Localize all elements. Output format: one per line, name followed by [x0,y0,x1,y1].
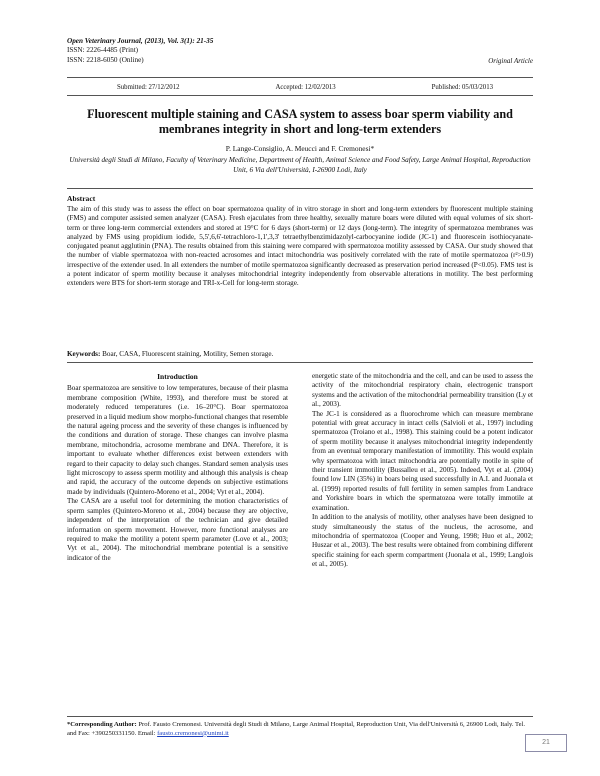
intro-paragraph-5: In addition to the analysis of motility, other analyses have been designed to study simultaneously the status of the nucleus, the acrosome, and mitochondria of spermatozoa (Cooper and Yeung, 1998; Huo et al., 2002; Huszar et al., 2003). The best results were obtained from combining different specific staining for each sperm compartment (Juonala et al., 1999; Langlois et al., 2005). [312,513,533,569]
page-number: 21 [525,734,567,752]
article-type: Original Article [488,57,533,65]
corresponding-author-text: Prof. Fausto Cremonesi. Università degli Studi di Milano, Large Animal Hospital, Reproduction Unit, Via dell'Università 6, 26900 Lodi, Italy. Tel. and Fax: +390250331150. Email: [67,721,526,737]
right-column [312,372,533,570]
issn-print: ISSN: 2226-4485 (Print) [67,46,139,55]
intro-paragraph-1: Boar spermatozoa are sensitive to low temperatures, because of their plasma membrane composition (White, 1993), and therefore must be stored at moderately reduced temperatures (i.e. 16–20°C). Boar spermatozoa preserved in a liquid medium show morpho-functional changes that resemble the natural ageing process and the severity of these changes is influenced by the conditions and duration of storage. These changes can involve plasma membrane, mitochondria, acrosome membrane and DNA. Therefore, it is important to evaluate whether differences exist between extenders with regard to their capacity to delay such changes. Standard semen analysis uses light microscopy to assess sperm motility and although this analysis is cheap and rapid, the accuracy of the outcome depends on subjective estimations made by individuals (Quintero-Moreno et al., 2004; Vyt et al., 2004). [67,384,288,496]
abstract-top-divider [67,188,533,189]
corresponding-author-footnote [67,721,533,738]
intro-paragraph-3: energetic state of the mitochondria and the cell, and can be used to assess the activity of the mitochondrial respiratory chain, electrogenic transport systems and the activation of the mitochondrial permeability transition (Ly et al., 2003). [312,372,533,409]
affiliation: Università degli Studi di Milano, Faculty of Veterinary Medicine, Department of Health, Animal Science and Food Safety, Large Animal Hospital, Reproduction Unit, 6 Via dell'Università, I-26900 Lodi, Italy [69,156,531,174]
corresponding-author-label: *Corresponding Author: [67,721,137,728]
journal-header [67,37,213,65]
header-divider [67,77,533,78]
paper-title: Fluorescent multiple staining and CASA system to assess boar sperm viability and membranes integrity in short and long-term extenders [87,107,513,136]
keywords [67,350,533,358]
keywords-label: Keywords: [67,350,101,358]
journal-title: Open Veterinary Journal, (2013), Vol. 3(1): 21-35 [67,37,214,45]
issn-online: ISSN: 2218-6050 (Online) [67,55,144,64]
accepted-date: Accepted: 12/02/2013 [275,84,336,91]
abstract-heading: Abstract [67,194,96,203]
published-date: Published: 05/03/2013 [431,84,493,91]
abstract-text: The aim of this study was to assess the effect on boar spermatozoa quality of in vitro storage in short and long-term extenders by fluorescent multiple staining (FMS) and computer assisted semen analyzer (CASA). Fresh ejaculates from three healthy, sexually mature boars were diluted with equal volumes of six short-term or three long-term commercial extenders and stored at 19°C for 6 days (short-term) or 12 days (long-term). The integrity of spermatozoa membranes was analyzed by FMS using propidium iodide, 5,5',6,6'-tetrachloro-1,1',3,3' tetraethylbenzimidazolyl-carbocyanine iodide (JC-1) and fluorescein isothiocyanate-conjugated peanut agglutinin (PNA). The results obtained from this staining were compared with spermatozoa motility assessed by CASA. Our study showed that the number of viable spermatozoa with non-reacted acrosomes and intact mitochondria was positively correlated with the rate of motile spermatozoa (r²>0.9) irrespective of the extender used. In all extenders the number of motile spermatozoa significantly decreased as preservation period increased (P<0.05). FMS test is a potent indicator of sperm motility because it analyses mitochondrial integrity independently from observable alterations in motility. The best performing extenders were BTS for short-term storage and TRI-x-Cell for long-term storage. [67,205,533,288]
left-column [67,372,288,563]
intro-paragraph-4: The JC-1 is considered as a fluorochrome which can measure membrane potential with great accuracy in intact cells (Salvioli et al., 1997) including spermatozoa (Troiano et al., 1998). This staining could be a potent indicator of sperm motility because it analyses mitochondrial integrity independently from an eventual temporary manifestation of immotility. This would explain why spermatozoa with intact mitochondria are potentially motile in spite of their transient immotility (Bussalleu et al., 2005). Indeed, Vyt et al. (2004) found low LIN (35%) in boars being used successfully in A.I. and Juonala et al. (1999) reported results of full fertility in semen samples from Landrace and Yorkshire boars in which the spermatozoa were totally immotile at examination. [312,409,533,512]
dates-divider [67,95,533,96]
dates-row [67,84,533,91]
intro-paragraph-2: The CASA are a useful tool for determining the motion characteristics of sperm samples (Quintero-Moreno et al., 2004) because they are objective, independent of the interpretation of the technician and give detailed information on sperm movement. However, more functional analyses are required to make the motility a potent sperm parameter (Love et al., 2003; Vyt et al., 2004). The mitochondrial membrane potential is a sensitive indicator of the [67,497,288,562]
keywords-list: Boar, CASA, Fluorescent staining, Motility, Semen storage. [102,350,274,358]
corresponding-author-email[interactable]: fausto.cremonesi@unimi.it [157,729,229,737]
submitted-date: Submitted: 27/12/2012 [117,84,180,91]
footnote-divider [67,716,533,717]
introduction-heading: Introduction [157,372,198,381]
authors: P. Lange-Consiglio, A. Meucci and F. Cremonesi* [225,144,375,153]
abstract-bottom-divider [67,362,533,363]
